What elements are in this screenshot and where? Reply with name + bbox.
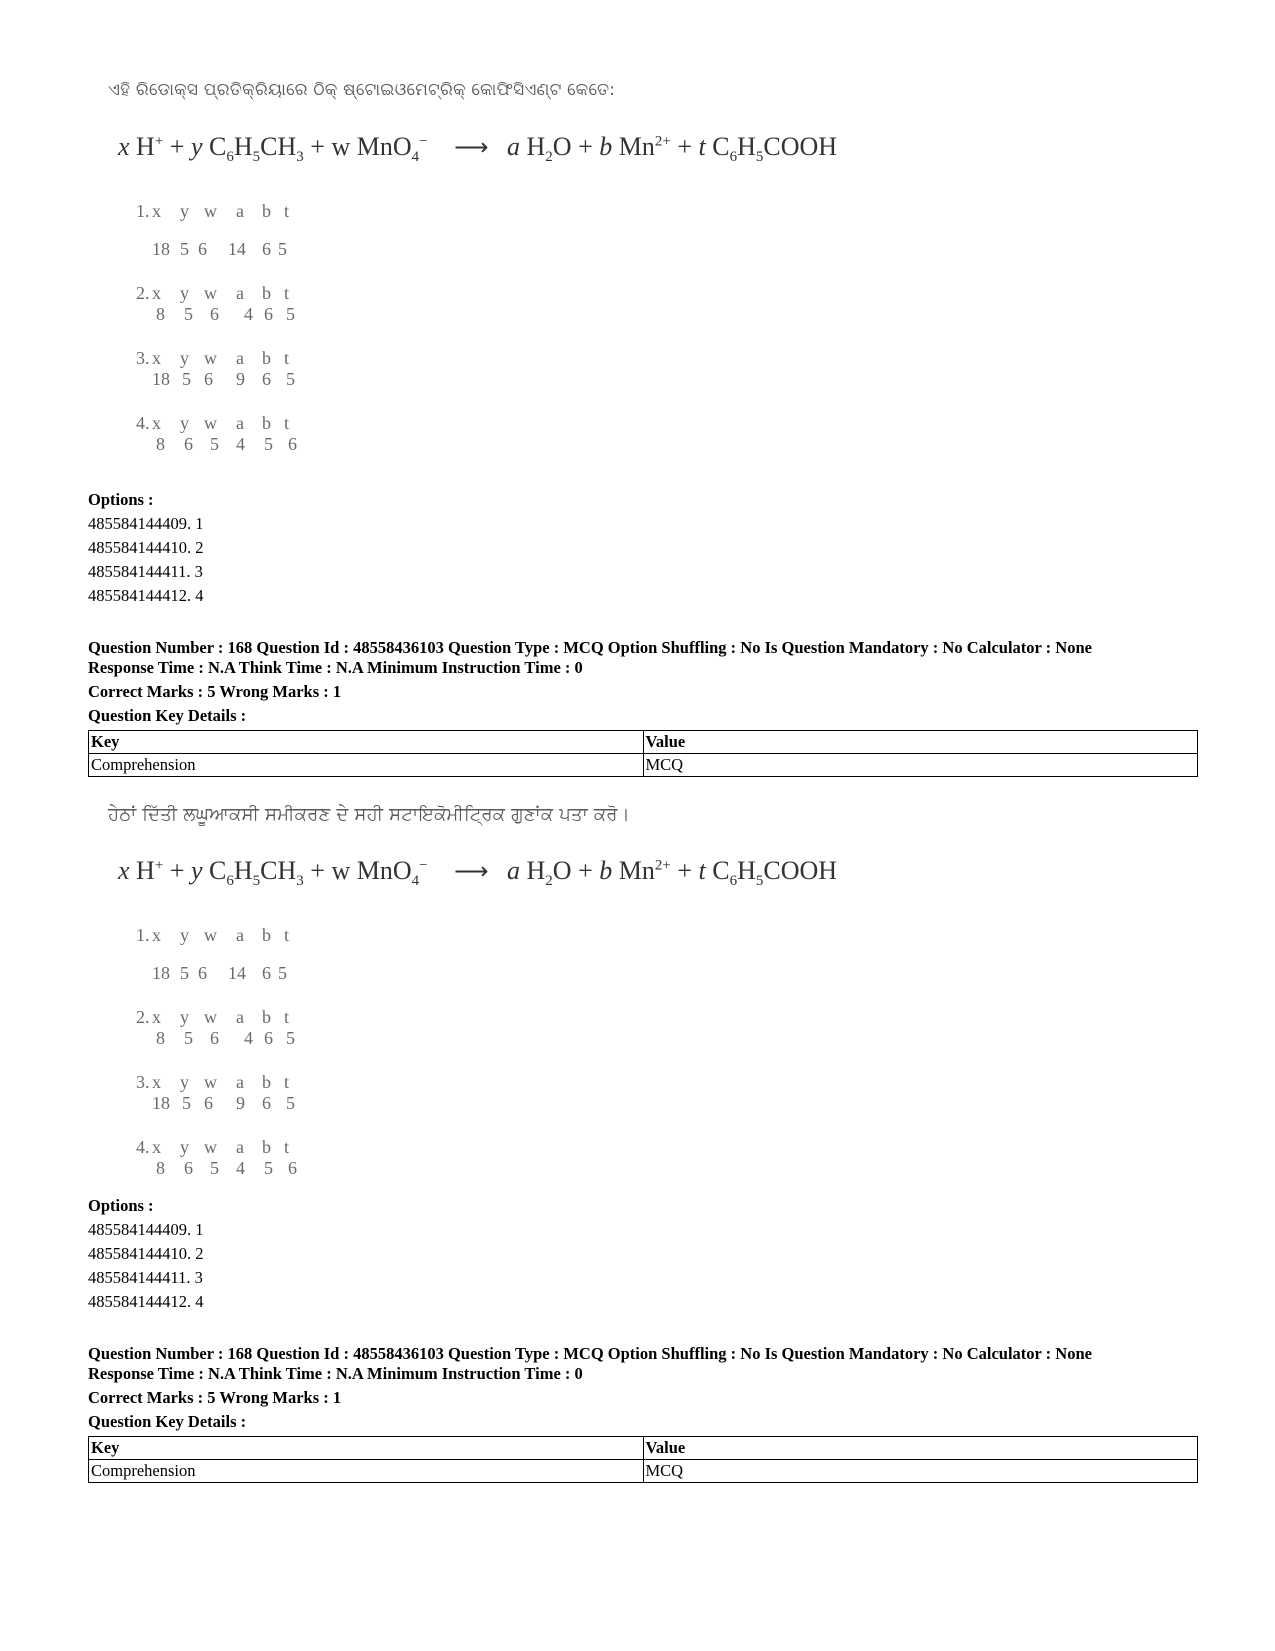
coef-x: x xyxy=(118,856,130,885)
plus-sign: + xyxy=(169,132,185,161)
table-header-row xyxy=(89,1437,1198,1460)
var-cell: t xyxy=(284,925,290,945)
val-cell: 6 xyxy=(264,1028,273,1048)
val-cell: 14 xyxy=(228,963,246,983)
val-cell: 18 xyxy=(152,239,170,259)
charge: 2+ xyxy=(654,857,671,874)
question-image-odia xyxy=(108,76,908,466)
var-cell: a xyxy=(236,1007,244,1027)
coef-y: y xyxy=(190,856,203,885)
table-cell: Comprehension xyxy=(89,1460,644,1483)
subscript: 6 xyxy=(729,873,738,890)
val-cell: 5 xyxy=(182,1093,191,1113)
var-cell: y xyxy=(180,1072,189,1092)
var-cell: y xyxy=(180,201,189,221)
question-instruction-odia: ଏହି ରିଡୋକ୍ସ ପ୍ରତିକ୍ରିୟାରେ ଠିକ୍ ଷ୍ଟୋଇଓମେଟ୍ରିକ୍ କୋଫିସିଏଣ୍ଟ କେତେ: xyxy=(108,80,616,100)
table-row xyxy=(89,754,1198,777)
val-cell: 6 xyxy=(262,1093,271,1113)
var-cell: w xyxy=(204,283,217,303)
var-cell: a xyxy=(236,348,244,368)
var-cell: b xyxy=(262,348,271,368)
question-instruction-punjabi: ਹੇਠਾਂ ਦਿੱਤੀ ਲਘੂਆਕਸੀ ਸਮੀਕਰਣ ਦੇ ਸਹੀ ਸਟਾਇਕੋਮੀਟ੍ਰਿਕ ਗੁਣਾਂਕ ਪਤਾ ਕਰੋ। xyxy=(108,804,631,825)
choice-label: 3. xyxy=(136,348,150,368)
hydrogen-ion: H xyxy=(136,132,155,161)
val-cell: 6 xyxy=(288,434,297,454)
val-cell: 18 xyxy=(152,369,170,389)
oxygen: O xyxy=(552,856,572,885)
charge-minus: − xyxy=(419,857,428,874)
var-cell: t xyxy=(284,201,290,221)
val-cell: 5 xyxy=(180,963,189,983)
val-cell: 6 xyxy=(210,304,219,324)
var-cell: t xyxy=(284,348,290,368)
carboxyl: COOH xyxy=(763,132,838,161)
table-header: Key xyxy=(89,731,644,754)
question-marks: Correct Marks : 5 Wrong Marks : 1 xyxy=(88,1388,342,1407)
carbon: C xyxy=(712,856,730,885)
subscript: 3 xyxy=(296,149,304,166)
var-cell: x xyxy=(152,1137,161,1157)
var-cell: w xyxy=(204,925,217,945)
val-cell: 8 xyxy=(156,1028,165,1048)
hydrogen: H xyxy=(233,856,253,885)
choice-label: 1. xyxy=(136,201,150,221)
var-cell: x xyxy=(152,413,161,433)
hydrogen-ion: H xyxy=(136,856,155,885)
methyl: CH xyxy=(260,132,297,161)
var-cell: y xyxy=(180,283,189,303)
plus-sign: + xyxy=(169,856,185,885)
question-key-table xyxy=(88,1436,1198,1483)
charge-minus: − xyxy=(419,133,428,150)
val-cell: 5 xyxy=(182,369,191,389)
subscript: 2 xyxy=(545,149,553,166)
var-cell: w xyxy=(204,1137,217,1157)
var-cell: x xyxy=(152,925,161,945)
plus-sign: + xyxy=(578,132,593,161)
table-header: Value xyxy=(643,731,1198,754)
hydrogen: H xyxy=(526,856,546,885)
var-cell: t xyxy=(284,1007,290,1027)
val-cell: 4 xyxy=(236,1158,245,1178)
var-cell: b xyxy=(262,413,271,433)
table-row xyxy=(89,1460,1198,1483)
val-cell: 14 xyxy=(228,239,246,259)
val-cell: 6 xyxy=(262,369,271,389)
subscript: 2 xyxy=(545,873,553,890)
table-cell: Comprehension xyxy=(89,754,644,777)
var-cell: y xyxy=(180,1007,189,1027)
oxygen: O xyxy=(552,132,572,161)
subscript: 6 xyxy=(729,149,738,166)
var-cell: y xyxy=(180,413,189,433)
val-cell: 5 xyxy=(264,434,273,454)
val-cell: 5 xyxy=(184,1028,193,1048)
coef-t: t xyxy=(698,132,706,161)
subscript: 5 xyxy=(755,873,764,890)
val-cell: 5 xyxy=(286,1093,295,1113)
choice-label: 2. xyxy=(136,283,150,303)
key-details-label: Question Key Details : xyxy=(88,706,247,725)
val-cell: 8 xyxy=(156,304,165,324)
subscript: 5 xyxy=(252,873,261,890)
var-cell: a xyxy=(236,1072,244,1092)
val-cell: 5 xyxy=(278,963,287,983)
manganese: Mn xyxy=(618,856,655,885)
table-cell: MCQ xyxy=(643,754,1198,777)
coef-x: x xyxy=(118,132,130,161)
var-cell: b xyxy=(262,1137,271,1157)
var-cell: x xyxy=(152,348,161,368)
coef-a: a xyxy=(507,132,520,161)
val-cell: 4 xyxy=(244,304,253,324)
choice-label: 4. xyxy=(136,413,150,433)
question-image-punjabi xyxy=(108,800,908,1190)
var-cell: a xyxy=(236,283,244,303)
subscript: 3 xyxy=(296,873,304,890)
subscript: 5 xyxy=(252,149,261,166)
var-cell: x xyxy=(152,201,161,221)
reaction-arrow-icon: ⟶ xyxy=(454,859,489,885)
var-cell: a xyxy=(236,1137,244,1157)
val-cell: 5 xyxy=(286,369,295,389)
plus-sign: + xyxy=(310,132,325,161)
question-key-table xyxy=(88,730,1198,777)
var-cell: b xyxy=(262,925,271,945)
table-header: Value xyxy=(643,1437,1198,1460)
var-cell: w xyxy=(204,1072,217,1092)
subscript: 4 xyxy=(411,873,420,890)
var-cell: y xyxy=(180,925,189,945)
var-cell: b xyxy=(262,283,271,303)
question-meta-line2: Response Time : N.A Think Time : N.A Minimum Instruction Time : 0 xyxy=(88,1364,583,1383)
option-1: 485584144409. 1 xyxy=(88,514,204,533)
charge-plus: + xyxy=(154,133,164,150)
val-cell: 5 xyxy=(210,1158,219,1178)
plus-sign: + xyxy=(677,132,692,161)
coef-b: b xyxy=(599,132,613,161)
options-label: Options : xyxy=(88,490,154,509)
subscript: 6 xyxy=(226,873,234,890)
coef-t: t xyxy=(698,856,706,885)
question-marks: Correct Marks : 5 Wrong Marks : 1 xyxy=(88,682,342,701)
var-cell: y xyxy=(180,348,189,368)
hydrogen: H xyxy=(526,132,546,161)
val-cell: 18 xyxy=(152,1093,170,1113)
var-cell: w xyxy=(204,413,217,433)
val-cell: 4 xyxy=(244,1028,253,1048)
var-cell: t xyxy=(284,1137,290,1157)
reaction-arrow-icon: ⟶ xyxy=(454,135,489,161)
carbon: C xyxy=(209,132,227,161)
plus-sign: + xyxy=(578,856,593,885)
val-cell: 5 xyxy=(264,1158,273,1178)
options-label: Options : xyxy=(88,1196,154,1215)
option-2: 485584144410. 2 xyxy=(88,1244,204,1263)
hydrogen: H xyxy=(737,132,756,161)
coef-w: w xyxy=(331,132,351,161)
val-cell: 6 xyxy=(262,963,271,983)
val-cell: 6 xyxy=(204,1093,213,1113)
val-cell: 6 xyxy=(184,1158,193,1178)
permanganate: MnO xyxy=(356,856,412,885)
val-cell: 18 xyxy=(152,963,170,983)
val-cell: 6 xyxy=(198,963,207,983)
val-cell: 6 xyxy=(264,304,273,324)
coef-y: y xyxy=(190,132,203,161)
subscript: 6 xyxy=(226,149,234,166)
val-cell: 5 xyxy=(210,434,219,454)
var-cell: t xyxy=(284,413,290,433)
var-cell: b xyxy=(262,1072,271,1092)
redox-equation xyxy=(118,132,837,166)
val-cell: 8 xyxy=(156,434,165,454)
option-4: 485584144412. 4 xyxy=(88,586,204,605)
val-cell: 8 xyxy=(156,1158,165,1178)
coef-a: a xyxy=(507,856,520,885)
choice-label: 1. xyxy=(136,925,150,945)
val-cell: 6 xyxy=(184,434,193,454)
carboxyl: COOH xyxy=(763,856,838,885)
var-cell: t xyxy=(284,1072,290,1092)
carbon: C xyxy=(712,132,730,161)
choice-label: 3. xyxy=(136,1072,150,1092)
var-cell: w xyxy=(204,201,217,221)
val-cell: 6 xyxy=(204,369,213,389)
table-header-row xyxy=(89,731,1198,754)
choice-label: 2. xyxy=(136,1007,150,1027)
key-details-label: Question Key Details : xyxy=(88,1412,247,1431)
subscript: 5 xyxy=(755,149,764,166)
hydrogen: H xyxy=(233,132,253,161)
var-cell: w xyxy=(204,1007,217,1027)
coef-w: w xyxy=(331,856,351,885)
val-cell: 5 xyxy=(286,304,295,324)
plus-sign: + xyxy=(310,856,325,885)
option-2: 485584144410. 2 xyxy=(88,538,204,557)
val-cell: 6 xyxy=(288,1158,297,1178)
var-cell: x xyxy=(152,1072,161,1092)
question-meta-line1: Question Number : 168 Question Id : 48558436103 Question Type : MCQ Option Shuffling : No Is Question Mandatory : No Calculator : None xyxy=(88,1344,1092,1363)
var-cell: a xyxy=(236,413,244,433)
manganese: Mn xyxy=(618,132,655,161)
question-meta-line1: Question Number : 168 Question Id : 48558436103 Question Type : MCQ Option Shuffling : No Is Question Mandatory : No Calculator : None xyxy=(88,638,1092,657)
table-cell: MCQ xyxy=(643,1460,1198,1483)
var-cell: a xyxy=(236,201,244,221)
var-cell: b xyxy=(262,1007,271,1027)
val-cell: 6 xyxy=(262,239,271,259)
choice-label: 4. xyxy=(136,1137,150,1157)
var-cell: t xyxy=(284,283,290,303)
coef-b: b xyxy=(599,856,613,885)
val-cell: 9 xyxy=(236,369,245,389)
val-cell: 4 xyxy=(236,434,245,454)
redox-equation xyxy=(118,856,837,890)
plus-sign: + xyxy=(677,856,692,885)
charge-plus: + xyxy=(154,857,164,874)
table-header: Key xyxy=(89,1437,644,1460)
val-cell: 9 xyxy=(236,1093,245,1113)
charge: 2+ xyxy=(654,133,671,150)
val-cell: 6 xyxy=(198,239,207,259)
var-cell: w xyxy=(204,348,217,368)
subscript: 4 xyxy=(411,149,420,166)
var-cell: b xyxy=(262,201,271,221)
var-cell: x xyxy=(152,1007,161,1027)
permanganate: MnO xyxy=(356,132,412,161)
var-cell: x xyxy=(152,283,161,303)
val-cell: 5 xyxy=(184,304,193,324)
option-1: 485584144409. 1 xyxy=(88,1220,204,1239)
question-meta-line2: Response Time : N.A Think Time : N.A Minimum Instruction Time : 0 xyxy=(88,658,583,677)
hydrogen: H xyxy=(737,856,756,885)
val-cell: 6 xyxy=(210,1028,219,1048)
carbon: C xyxy=(209,856,227,885)
option-3: 485584144411. 3 xyxy=(88,562,203,581)
option-4: 485584144412. 4 xyxy=(88,1292,204,1311)
val-cell: 5 xyxy=(278,239,287,259)
option-3: 485584144411. 3 xyxy=(88,1268,203,1287)
val-cell: 5 xyxy=(180,239,189,259)
methyl: CH xyxy=(260,856,297,885)
var-cell: a xyxy=(236,925,244,945)
val-cell: 5 xyxy=(286,1028,295,1048)
var-cell: y xyxy=(180,1137,189,1157)
